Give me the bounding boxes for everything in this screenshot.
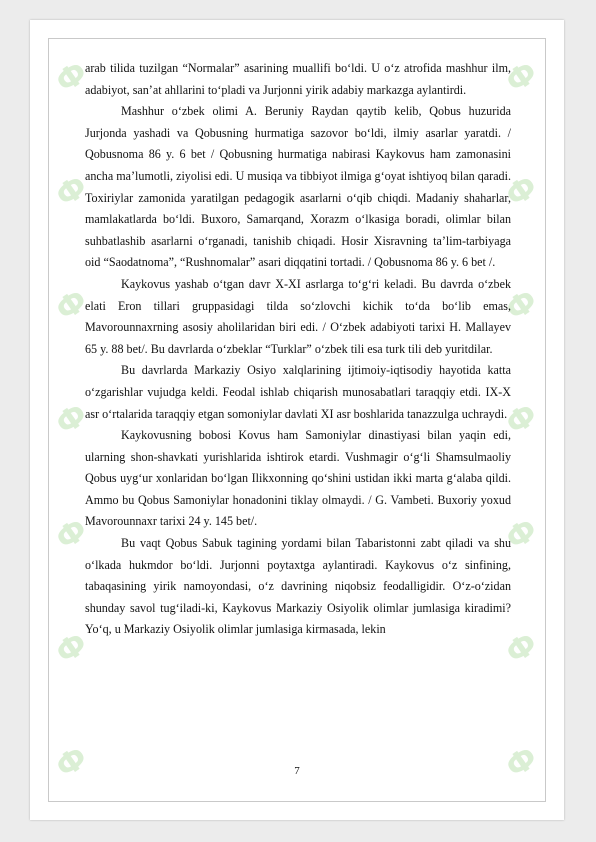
paragraph: arab tilida tuzilgan “Normalar” asarining muallifi bo‘ldi. U o‘z atrofida mashhur ilm, adabiyot, san’at ahllarini to‘pladi va Jurjonni yirik adabiy markazga aylantirdi. bbox=[85, 61, 511, 97]
watermark-right: Ф Ф Ф Ф Ф Ф Ф bbox=[499, 54, 545, 786]
document-page bbox=[30, 20, 564, 820]
paragraph: Bu davrlarda Markaziy Osiyo xalqlarining ijtimoiy-iqtisodiy hayotida katta o‘zgarishlar vujudga keldi. Feodal ishlab chiqarish munosabatlari taraqqiy etdi. IX-X asr o‘rtalarida taraqqiy etgan somoniylar davlati XI asr boshlarida tanazzulga uchraydi. bbox=[85, 363, 511, 421]
paragraph: Bu vaqt Qobus Sabuk tagining yordami bilan Tabaristonni zabt qiladi va shu o‘lkada hukmdor bo‘ldi. Jurjonni poytaxtga aylantiradi. Kaykovus o‘z sinfining, tabaqasining yirik namoyondasi, o‘z davrining niqobsiz feodalligidir. O‘z-o‘zidan shunday savol tug‘iladi-ki, Kaykovus Markaziy Osiyolik olimlar jumlasiga kiradimi? Yo‘q, u Markaziy Osiyolik olimlar jumlasiga kirmasada, lekin bbox=[85, 536, 511, 637]
watermark-left: Ф Ф Ф Ф Ф Ф Ф bbox=[49, 54, 95, 786]
paragraph: Mashhur o‘zbek olimi A. Beruniy Raydan qaytib kelib, Qobus huzurida Jurjonda yashadi va Qobusning hurmatiga sazovor bo‘ldi, ilmiy asarlar yaratdi. / Qobusnoma 86 y. 6 bet / Qobusning hurmatiga nabirasi Kaykovus ham zamonasini ancha ma’lumotli, ziyolisi edi. U musiqa va tibbiyot ilmiga g‘oyat ishtiyoq bilan qaradi. Toxiriylar zamonida yaratilgan pedagogik asarlarni o‘qib chiqdi. Madaniy shaharlar, mamlakatlarda bo‘ldi. Buxoro, Samarqand, Xorazm o‘lkasiga boradi, olimlar bilan suhbatlashib asarlarni o‘rganadi, tanishib chiqadi. Hosir Xisravning ta’lim-tarbiyaga oid “Saodatnoma”, “Rushnomalar” asari diqqatini tortadi. / Qobusnoma 86 y. 6 bet /. bbox=[85, 104, 511, 270]
paragraph: Kaykovus yashab o‘tgan davr X-XI asrlarga to‘g‘ri keladi. Bu davrda o‘zbek elati Eron tillari gruppasidagi tilda so‘zlovchi kichik to‘da bo‘lib emas, Mavorounnaxrning asosiy aholilaridan biri edi. / O‘zbek adabiyoti tarixi H. Mallayev 65 y. 88 bet/. Bu davrlarda o‘zbeklar “Turklar” o‘zbek tili esa turk tili deb yuritdilar. bbox=[85, 276, 511, 356]
paragraph: Kaykovusning bobosi Kovus ham Samoniylar dinastiyasi bilan yaqin edi, ularning shon-shavkati yurishlarida ishtirok etardi. Vushmagir o‘g‘li Shamsulmaoliy Qobus uyg‘ur xonlaridan bo‘lgan Ilikxonning qo‘shini ustidan ikki marta g‘alaba qildi. Ammo bu Qobus Samoniylar honadonini tiklay olmaydi. / G. Vambeti. Buxoriy yoxud Mavorounnaxr tarixi 24 y. 145 bet/. bbox=[85, 428, 511, 529]
body-text bbox=[85, 58, 511, 641]
page-number: 7 bbox=[294, 765, 300, 777]
